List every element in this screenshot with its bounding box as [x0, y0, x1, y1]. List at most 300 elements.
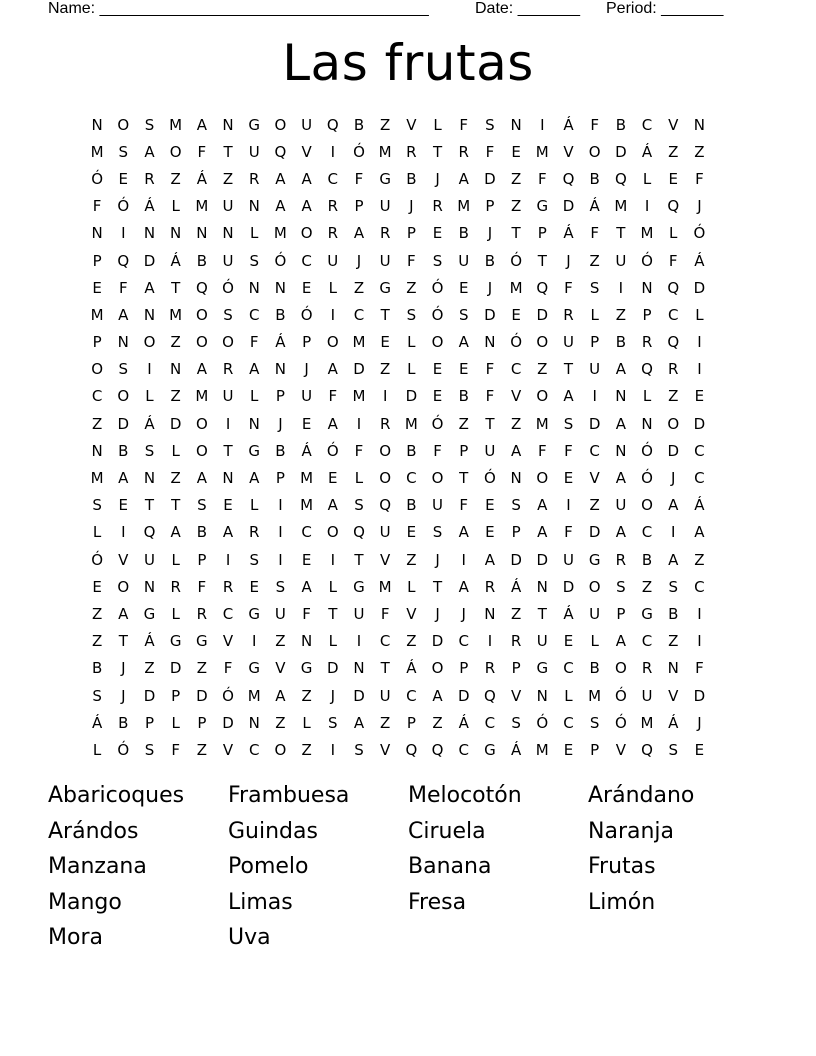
grid-letter: O	[588, 142, 601, 161]
grid-letter: C	[458, 632, 469, 651]
grid-letter: N	[536, 577, 548, 596]
grid-letter: B	[406, 169, 417, 188]
grid-letter: J	[566, 251, 571, 270]
grid-letter: F	[380, 604, 390, 623]
grid-letter: C	[248, 305, 260, 324]
grid-letter: U	[353, 604, 365, 623]
grid-letter: U	[379, 197, 391, 216]
grid-letter: Á	[275, 333, 286, 352]
grid-letter: S	[668, 740, 678, 759]
grid-letter: L	[407, 577, 416, 596]
grid-letter: M	[169, 115, 183, 134]
grid-letter: B	[118, 441, 129, 460]
grid-letter: O	[195, 414, 208, 433]
grid-letter: O	[326, 523, 339, 542]
grid-letter: C	[484, 713, 496, 732]
grid-letter: L	[250, 387, 259, 406]
grid-letter: N	[143, 469, 156, 488]
grid-letter: J	[435, 169, 440, 188]
grid-letter: S	[589, 278, 600, 297]
grid-letter: N	[484, 604, 496, 623]
grid-letter: L	[590, 632, 599, 651]
grid-letter: D	[562, 577, 575, 596]
grid-letter: E	[668, 169, 678, 188]
grid-letter: Z	[380, 713, 391, 732]
grid-letter: E	[301, 414, 312, 433]
grid-letter: L	[669, 224, 678, 243]
grid-letter: A	[327, 360, 338, 379]
grid-letter: M	[195, 387, 209, 406]
grid-letter: N	[170, 360, 182, 379]
grid-letter: G	[248, 604, 261, 623]
grid-letter: Z	[589, 496, 600, 515]
grid-letter: A	[615, 414, 626, 433]
word-search-grid	[84, 111, 713, 764]
word-bank-item: Mora	[48, 925, 103, 950]
grid-letter: M	[640, 713, 654, 732]
grid-letter: U	[248, 142, 260, 161]
grid-letter: M	[640, 224, 654, 243]
grid-letter: N	[143, 305, 156, 324]
grid-letter: J	[356, 251, 362, 270]
grid-letter: M	[588, 686, 602, 705]
grid-letter: Á	[406, 659, 417, 678]
grid-letter: B	[353, 115, 365, 134]
grid-letter: L	[328, 577, 337, 596]
grid-letter: J	[671, 469, 676, 488]
grid-letter: F	[590, 224, 599, 243]
grid-letter: U	[484, 441, 496, 460]
grid-letter: Q	[353, 523, 365, 542]
grid-letter: E	[328, 469, 338, 488]
grid-letter: Á	[563, 604, 574, 623]
grid-letter: V	[510, 387, 522, 406]
grid-letter: P	[302, 333, 312, 352]
grid-letter: L	[564, 686, 573, 705]
grid-letter: F	[223, 659, 233, 678]
word-bank-item: Abaricoques	[48, 783, 185, 808]
grid-letter: D	[484, 305, 496, 324]
grid-letter: V	[222, 740, 234, 759]
grid-letter: Q	[562, 169, 575, 188]
grid-letter: Z	[668, 387, 679, 406]
grid-letter: C	[248, 740, 260, 759]
grid-letter: L	[171, 441, 180, 460]
grid-letter: E	[694, 387, 705, 406]
grid-letter: N	[693, 115, 706, 134]
word-bank-item: Uva	[228, 925, 271, 950]
grid-letter: A	[196, 115, 207, 134]
grid-letter: N	[274, 360, 287, 379]
grid-letter: R	[641, 659, 653, 678]
word-bank-item: Naranja	[588, 818, 675, 844]
grid-letter: O	[274, 115, 287, 134]
grid-letter: V	[380, 740, 391, 759]
grid-letter: R	[222, 577, 234, 596]
grid-letter: A	[222, 523, 234, 542]
grid-letter: N	[641, 414, 653, 433]
grid-letter: V	[118, 550, 129, 569]
grid-letter: T	[223, 142, 233, 161]
grid-letter: I	[461, 550, 466, 569]
grid-letter: S	[249, 251, 259, 270]
word-bank-item: Arándano	[588, 783, 695, 808]
grid-letter: S	[92, 686, 102, 705]
grid-letter: Ó	[614, 686, 627, 705]
grid-letter: L	[145, 387, 154, 406]
grid-letter: J	[697, 197, 702, 216]
grid-letter: C	[353, 305, 365, 324]
grid-letter: F	[354, 169, 364, 188]
grid-letter: Z	[91, 604, 103, 623]
grid-letter: V	[615, 740, 626, 759]
grid-letter: E	[458, 278, 469, 297]
grid-letter: U	[615, 251, 627, 270]
grid-letter: V	[222, 632, 234, 651]
grid-letter: N	[222, 115, 234, 134]
grid-letter: A	[249, 360, 260, 379]
grid-letter: T	[144, 496, 155, 515]
grid-letter: U	[379, 523, 391, 542]
grid-letter: I	[147, 360, 152, 379]
grid-letter: A	[484, 550, 496, 569]
grid-letter: N	[91, 441, 103, 460]
grid-letter: T	[171, 496, 181, 515]
grid-letter: Ó	[614, 713, 627, 732]
grid-letter: M	[535, 414, 549, 433]
grid-letter: I	[697, 360, 702, 379]
grid-letter: U	[536, 632, 548, 651]
grid-letter: F	[695, 169, 704, 188]
grid-letter: A	[537, 523, 548, 542]
grid-letter: Ó	[510, 333, 522, 352]
grid-letter: C	[379, 632, 391, 651]
grid-letter: Q	[379, 496, 392, 515]
grid-letter: N	[615, 387, 627, 406]
grid-letter: Ó	[274, 251, 287, 270]
grid-letter: N	[510, 469, 522, 488]
grid-letter: B	[589, 169, 600, 188]
grid-letter: I	[121, 224, 126, 243]
grid-letter: U	[562, 550, 574, 569]
grid-letter: O	[117, 387, 130, 406]
grid-letter: L	[354, 469, 364, 488]
grid-letter: I	[278, 550, 283, 569]
grid-letter: D	[353, 686, 365, 705]
grid-letter: O	[379, 441, 392, 460]
grid-letter: P	[92, 251, 102, 270]
grid-letter: N	[143, 224, 156, 243]
grid-letter: F	[407, 251, 416, 270]
grid-letter: P	[459, 659, 469, 678]
grid-letter: P	[642, 305, 652, 324]
grid-letter: C	[563, 659, 574, 678]
grid-letter: U	[301, 115, 313, 134]
grid-letter: U	[615, 496, 627, 515]
grid-letter: Q	[326, 115, 339, 134]
grid-letter: O	[326, 333, 339, 352]
grid-letter: Á	[563, 115, 574, 134]
grid-letter: P	[485, 197, 495, 216]
grid-letter: C	[406, 469, 417, 488]
grid-letter: F	[459, 496, 469, 515]
grid-letter: L	[92, 523, 102, 542]
grid-letter: M	[247, 686, 261, 705]
grid-letter: Z	[353, 278, 365, 297]
grid-letter: Ó	[117, 740, 130, 759]
grid-letter: O	[641, 496, 653, 515]
grid-letter: B	[406, 496, 417, 515]
grid-letter: A	[615, 360, 626, 379]
grid-letter: A	[353, 224, 365, 243]
grid-letter: N	[248, 414, 260, 433]
grid-letter: J	[409, 197, 414, 216]
grid-letter: R	[432, 197, 443, 216]
grid-letter: R	[327, 197, 338, 216]
grid-letter: C	[641, 632, 653, 651]
grid-letter: N	[536, 686, 548, 705]
grid-letter: U	[379, 251, 391, 270]
grid-letter: S	[223, 305, 233, 324]
grid-letter: Z	[170, 469, 181, 488]
name-field-label: Name: _____________________________________	[48, 0, 429, 17]
word-bank-item: Limón	[588, 889, 656, 915]
grid-letter: E	[223, 496, 233, 515]
grid-letter: D	[615, 142, 627, 161]
grid-letter: Ó	[117, 197, 130, 216]
grid-letter: T	[616, 224, 626, 243]
grid-letter: G	[379, 278, 391, 297]
grid-letter: N	[222, 469, 234, 488]
grid-letter: T	[537, 251, 547, 270]
grid-letter: P	[406, 224, 416, 243]
grid-letter: Z	[432, 713, 443, 732]
grid-letter: E	[563, 740, 574, 759]
grid-letter: A	[432, 686, 443, 705]
grid-letter: Ó	[641, 441, 653, 460]
grid-letter: Z	[537, 360, 548, 379]
grid-letter: S	[275, 577, 286, 596]
grid-letter: B	[275, 441, 286, 460]
grid-letter: V	[563, 142, 574, 161]
grid-letter: Z	[301, 686, 312, 705]
word-bank-item: Melocotón	[408, 783, 522, 808]
grid-letter: A	[668, 496, 679, 515]
grid-letter: Z	[510, 414, 522, 433]
grid-letter: D	[169, 659, 182, 678]
grid-letter: O	[143, 333, 156, 352]
grid-letter: D	[169, 414, 182, 433]
grid-letter: I	[330, 305, 335, 324]
grid-letter: J	[487, 278, 493, 297]
grid-letter: N	[248, 197, 260, 216]
grid-letter: Q	[143, 523, 156, 542]
grid-letter: B	[615, 115, 626, 134]
grid-letter: O	[536, 387, 549, 406]
grid-letter: Á	[91, 713, 103, 732]
grid-letter: D	[510, 550, 522, 569]
grid-letter: T	[354, 550, 364, 569]
grid-letter: T	[485, 414, 495, 433]
grid-letter: Z	[510, 197, 522, 216]
grid-letter: J	[435, 604, 440, 623]
grid-letter: S	[144, 740, 155, 759]
grid-letter: Z	[668, 142, 679, 161]
grid-letter: U	[301, 387, 313, 406]
grid-letter: J	[278, 414, 283, 433]
grid-letter: Á	[170, 251, 181, 270]
grid-letter: B	[91, 659, 103, 678]
grid-letter: D	[327, 659, 339, 678]
grid-letter: J	[487, 224, 493, 243]
grid-letter: G	[536, 197, 549, 216]
grid-letter: E	[118, 496, 129, 515]
grid-letter: Z	[380, 115, 391, 134]
grid-letter: C	[694, 441, 705, 460]
grid-letter: G	[248, 441, 261, 460]
grid-letter: I	[278, 523, 283, 542]
grid-letter: F	[354, 441, 364, 460]
grid-letter: Q	[536, 278, 549, 297]
grid-letter: P	[590, 333, 600, 352]
grid-letter: D	[353, 360, 365, 379]
grid-letter: Q	[484, 686, 496, 705]
grid-letter: E	[563, 469, 574, 488]
grid-letter: U	[589, 604, 601, 623]
grid-letter: Q	[641, 740, 653, 759]
grid-letter: Z	[694, 142, 705, 161]
grid-letter: F	[564, 278, 573, 297]
grid-letter: L	[642, 387, 652, 406]
grid-letter: R	[510, 632, 522, 651]
grid-letter: P	[511, 659, 521, 678]
grid-letter: R	[563, 305, 574, 324]
word-bank-item: Ciruela	[408, 818, 486, 844]
grid-letter: P	[616, 604, 626, 623]
grid-letter: L	[328, 632, 337, 651]
grid-letter: A	[458, 333, 469, 352]
grid-letter: O	[222, 333, 234, 352]
grid-letter: G	[641, 604, 653, 623]
grid-letter: D	[536, 305, 549, 324]
grid-letter: Z	[222, 169, 234, 188]
grid-letter: F	[328, 387, 338, 406]
grid-letter: I	[644, 197, 650, 216]
grid-letter: A	[353, 713, 365, 732]
grid-letter: P	[275, 469, 285, 488]
grid-letter: I	[618, 278, 624, 297]
grid-letter: V	[406, 604, 417, 623]
word-bank-item: Pomelo	[228, 854, 309, 879]
grid-letter: D	[222, 713, 234, 732]
grid-letter: Á	[694, 251, 705, 270]
grid-letter: I	[225, 550, 231, 569]
grid-letter: E	[249, 577, 259, 596]
grid-letter: S	[249, 550, 259, 569]
grid-letter: F	[171, 740, 180, 759]
grid-letter: I	[330, 740, 335, 759]
grid-letter: A	[275, 169, 286, 188]
grid-letter: U	[143, 550, 155, 569]
grid-letter: V	[668, 115, 679, 134]
grid-letter: G	[196, 632, 208, 651]
grid-letter: Q	[117, 251, 130, 270]
grid-letter: Ó	[641, 251, 653, 270]
grid-letter: D	[143, 686, 156, 705]
grid-letter: E	[694, 740, 705, 759]
grid-letter: C	[589, 441, 600, 460]
grid-letter: P	[171, 686, 181, 705]
grid-letter: P	[511, 523, 521, 542]
grid-letter: R	[484, 659, 496, 678]
grid-letter: F	[564, 441, 573, 460]
grid-letter: Á	[641, 142, 653, 161]
grid-letter: S	[197, 496, 207, 515]
worksheet-header	[48, 0, 768, 20]
grid-letter: U	[432, 496, 444, 515]
grid-letter: S	[118, 142, 129, 161]
grid-letter: S	[563, 414, 574, 433]
grid-letter: L	[642, 169, 652, 188]
grid-letter: O	[614, 659, 627, 678]
grid-letter: C	[641, 115, 653, 134]
grid-letter: Z	[275, 632, 286, 651]
grid-letter: F	[92, 197, 102, 216]
grid-letter: Á	[589, 197, 600, 216]
grid-letter: Ó	[91, 169, 103, 188]
grid-letter: Z	[406, 632, 417, 651]
grid-letter: F	[590, 115, 599, 134]
grid-letter: I	[356, 414, 362, 433]
grid-letter: F	[668, 251, 678, 270]
word-bank	[48, 778, 768, 956]
grid-letter: G	[248, 115, 261, 134]
grid-letter: Ó	[300, 305, 313, 324]
grid-letter: A	[615, 469, 626, 488]
grid-letter: O	[300, 224, 313, 243]
grid-letter: Z	[510, 169, 522, 188]
grid-letter: M	[378, 142, 392, 161]
grid-letter: Ó	[91, 550, 103, 569]
grid-letter: Q	[667, 197, 680, 216]
grid-letter: U	[379, 686, 391, 705]
grid-letter: A	[668, 550, 679, 569]
grid-letter: Z	[406, 550, 417, 569]
grid-letter: B	[641, 550, 653, 569]
grid-letter: R	[222, 360, 234, 379]
grid-letter: L	[407, 360, 416, 379]
grid-letter: B	[668, 604, 679, 623]
grid-letter: U	[222, 387, 234, 406]
grid-letter: Q	[667, 333, 680, 352]
grid-letter: Z	[196, 659, 207, 678]
grid-letter: F	[564, 523, 573, 542]
grid-letter: M	[614, 197, 628, 216]
grid-letter: M	[404, 414, 418, 433]
grid-letter: Z	[641, 577, 653, 596]
grid-letter: A	[510, 441, 522, 460]
grid-letter: F	[433, 441, 442, 460]
grid-letter: L	[171, 197, 180, 216]
grid-letter: M	[90, 469, 104, 488]
grid-letter: C	[406, 686, 417, 705]
grid-letter: E	[301, 550, 312, 569]
grid-letter: R	[249, 523, 260, 542]
grid-letter: A	[301, 577, 312, 596]
grid-letter: E	[432, 360, 443, 379]
grid-letter: Á	[144, 197, 155, 216]
grid-letter: Z	[196, 740, 207, 759]
